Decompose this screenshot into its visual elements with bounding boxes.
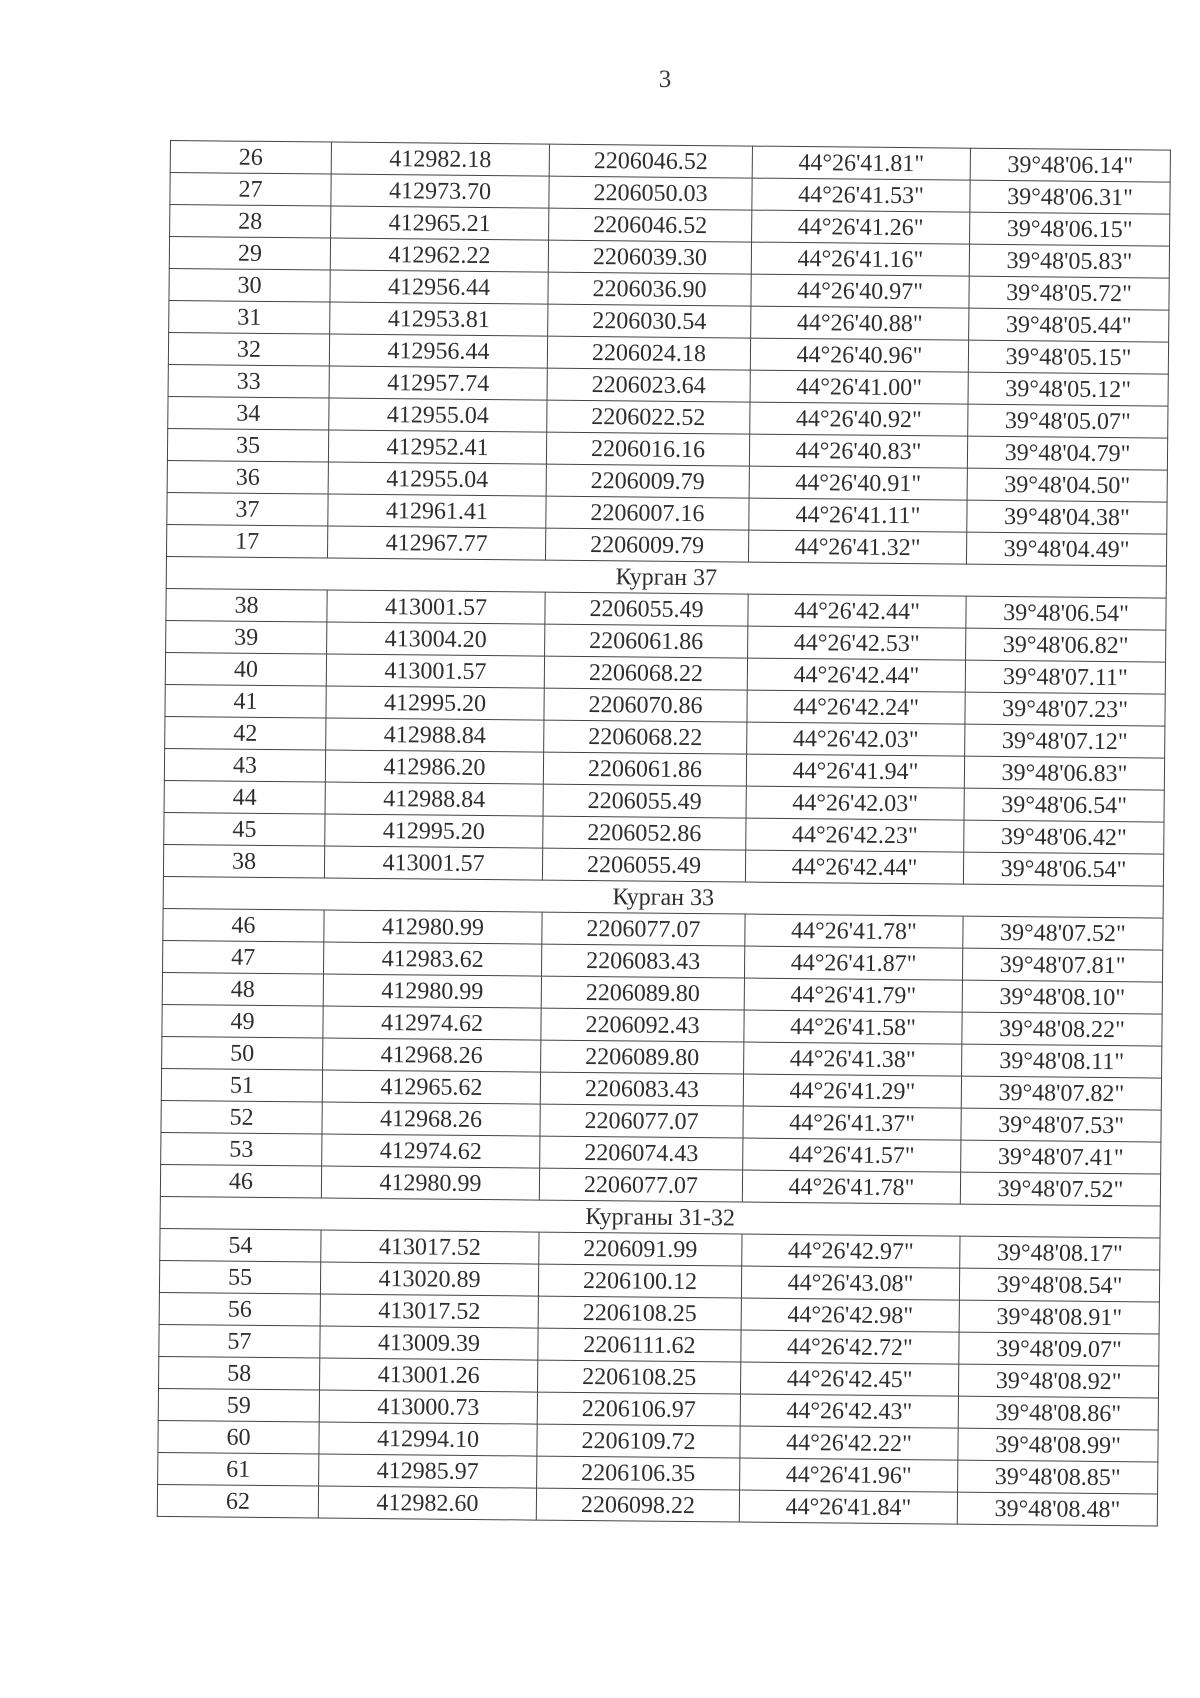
y-coordinate-cell: 2206061.86: [543, 752, 746, 786]
y-coordinate-cell: 2206108.25: [537, 1360, 740, 1394]
longitude-cell: 39°48'07.41": [961, 1140, 1161, 1174]
longitude-cell: 39°48'05.07": [968, 404, 1168, 438]
y-coordinate-cell: 2206036.90: [548, 272, 751, 306]
point-number-cell: 27: [170, 173, 331, 207]
latitude-cell: 44°26'41.53": [752, 178, 970, 212]
longitude-cell: 39°48'04.49": [966, 532, 1166, 566]
section-title: Курганы 31-32: [160, 1196, 1160, 1238]
longitude-cell: 39°48'08.85": [958, 1460, 1158, 1494]
coordinate-table: [157, 140, 1171, 1527]
longitude-cell: 39°48'08.92": [958, 1364, 1158, 1398]
x-coordinate-cell: 412995.20: [326, 686, 544, 720]
y-coordinate-cell: 2206009.79: [546, 464, 749, 498]
y-coordinate-cell: 2206109.72: [537, 1424, 740, 1458]
x-coordinate-cell: 412974.62: [322, 1134, 540, 1168]
longitude-cell: 39°48'06.31": [970, 180, 1170, 214]
latitude-cell: 44°26'42.44": [748, 594, 966, 628]
y-coordinate-cell: 2206092.43: [541, 1008, 744, 1042]
y-coordinate-cell: 2206068.22: [544, 720, 747, 754]
longitude-cell: 39°48'05.12": [968, 372, 1168, 406]
point-number-cell: 43: [164, 748, 325, 782]
latitude-cell: 44°26'41.87": [744, 946, 962, 980]
y-coordinate-cell: 2206083.43: [540, 1072, 743, 1106]
section-title: Курган 37: [166, 556, 1166, 598]
point-number-cell: 26: [170, 141, 331, 175]
longitude-cell: 39°48'07.81": [962, 948, 1162, 982]
latitude-cell: 44°26'41.81": [752, 146, 970, 180]
latitude-cell: 44°26'41.78": [742, 1170, 960, 1204]
x-coordinate-cell: 412980.99: [321, 1166, 539, 1200]
y-coordinate-cell: 2206108.25: [538, 1296, 741, 1330]
y-coordinate-cell: 2206023.64: [547, 368, 750, 402]
x-coordinate-cell: 412973.70: [331, 174, 549, 208]
x-coordinate-cell: 412961.41: [328, 494, 546, 528]
longitude-cell: 39°48'08.54": [959, 1268, 1159, 1302]
latitude-cell: 44°26'42.03": [746, 786, 964, 820]
x-coordinate-cell: 412974.62: [323, 1006, 541, 1040]
x-coordinate-cell: 412953.81: [330, 302, 548, 336]
latitude-cell: 44°26'42.23": [746, 818, 964, 852]
latitude-cell: 44°26'42.24": [747, 690, 965, 724]
latitude-cell: 44°26'41.78": [745, 914, 963, 948]
point-number-cell: 42: [165, 716, 326, 750]
latitude-cell: 44°26'42.43": [740, 1394, 958, 1428]
longitude-cell: 39°48'07.52": [963, 916, 1163, 950]
y-coordinate-cell: 2206077.07: [540, 1104, 743, 1138]
longitude-cell: 39°48'05.72": [969, 276, 1169, 310]
latitude-cell: 44°26'41.00": [750, 370, 968, 404]
x-coordinate-cell: 413017.52: [321, 1230, 539, 1264]
y-coordinate-cell: 2206083.43: [541, 944, 744, 978]
x-coordinate-cell: 412995.20: [325, 814, 543, 848]
longitude-cell: 39°48'06.15": [970, 212, 1170, 246]
x-coordinate-cell: 412965.62: [322, 1070, 540, 1104]
latitude-cell: 44°26'43.08": [741, 1266, 959, 1300]
longitude-cell: 39°48'06.83": [964, 756, 1164, 790]
x-coordinate-cell: 412956.44: [329, 334, 547, 368]
x-coordinate-cell: 413009.39: [320, 1326, 538, 1360]
y-coordinate-cell: 2206039.30: [548, 240, 751, 274]
x-coordinate-cell: 412983.62: [324, 942, 542, 976]
latitude-cell: 44°26'41.96": [740, 1458, 958, 1492]
y-coordinate-cell: 2206009.79: [545, 528, 748, 562]
x-coordinate-cell: 412994.10: [319, 1422, 537, 1456]
y-coordinate-cell: 2206106.97: [537, 1392, 740, 1426]
longitude-cell: 39°48'05.15": [968, 340, 1168, 374]
y-coordinate-cell: 2206111.62: [538, 1328, 741, 1362]
longitude-cell: 39°48'08.22": [962, 1012, 1162, 1046]
point-number-cell: 31: [169, 300, 330, 334]
latitude-cell: 44°26'42.98": [741, 1298, 959, 1332]
longitude-cell: 39°48'08.10": [962, 980, 1162, 1014]
x-coordinate-cell: 413001.57: [324, 846, 542, 880]
point-number-cell: 61: [158, 1452, 319, 1486]
latitude-cell: 44°26'41.37": [743, 1106, 961, 1140]
point-number-cell: 60: [158, 1420, 319, 1454]
y-coordinate-cell: 2206055.49: [543, 784, 746, 818]
latitude-cell: 44°26'42.53": [748, 626, 966, 660]
point-number-cell: 29: [169, 237, 330, 271]
x-coordinate-cell: 412952.41: [328, 430, 546, 464]
point-number-cell: 41: [165, 684, 326, 718]
longitude-cell: 39°48'08.48": [957, 1492, 1157, 1526]
latitude-cell: 44°26'41.16": [751, 242, 969, 276]
y-coordinate-cell: 2206089.80: [541, 1040, 744, 1074]
y-coordinate-cell: 2206030.54: [548, 304, 751, 338]
x-coordinate-cell: 413001.57: [327, 590, 545, 624]
point-number-cell: 33: [168, 364, 329, 398]
y-coordinate-cell: 2206077.07: [539, 1168, 742, 1202]
point-number-cell: 40: [165, 652, 326, 686]
x-coordinate-cell: 412982.60: [318, 1486, 536, 1520]
latitude-cell: 44°26'42.97": [742, 1234, 960, 1268]
y-coordinate-cell: 2206074.43: [540, 1136, 743, 1170]
y-coordinate-cell: 2206046.52: [549, 208, 752, 242]
point-number-cell: 36: [167, 460, 328, 494]
y-coordinate-cell: 2206016.16: [546, 432, 749, 466]
latitude-cell: 44°26'40.83": [749, 434, 967, 468]
x-coordinate-cell: 413001.26: [320, 1358, 538, 1392]
longitude-cell: 39°48'07.23": [965, 692, 1165, 726]
point-number-cell: 52: [161, 1100, 322, 1134]
point-number-cell: 50: [162, 1036, 323, 1070]
x-coordinate-cell: 413020.89: [320, 1262, 538, 1296]
latitude-cell: 44°26'40.97": [751, 274, 969, 308]
y-coordinate-cell: 2206007.16: [546, 496, 749, 530]
longitude-cell: 39°48'07.12": [965, 724, 1165, 758]
y-coordinate-cell: 2206106.35: [537, 1456, 740, 1490]
longitude-cell: 39°48'08.17": [960, 1236, 1160, 1270]
point-number-cell: 47: [163, 940, 324, 974]
page-number: 3: [658, 66, 672, 93]
point-number-cell: 28: [170, 205, 331, 239]
coordinate-table-body: [157, 141, 1170, 1527]
y-coordinate-cell: 2206098.22: [536, 1488, 739, 1522]
x-coordinate-cell: 412967.77: [327, 526, 545, 560]
longitude-cell: 39°48'08.11": [962, 1044, 1162, 1078]
longitude-cell: 39°48'07.11": [965, 660, 1165, 694]
point-number-cell: 56: [159, 1292, 320, 1326]
longitude-cell: 39°48'06.54": [964, 788, 1164, 822]
y-coordinate-cell: 2206068.22: [544, 656, 747, 690]
longitude-cell: 39°48'05.44": [969, 308, 1169, 342]
latitude-cell: 44°26'42.03": [747, 722, 965, 756]
coordinate-table-container: [157, 140, 1170, 1527]
point-number-cell: 46: [160, 1164, 321, 1198]
x-coordinate-cell: 412957.74: [329, 366, 547, 400]
y-coordinate-cell: 2206055.49: [542, 848, 745, 882]
section-title: Курган 33: [163, 876, 1163, 918]
longitude-cell: 39°48'08.86": [958, 1396, 1158, 1430]
point-number-cell: 48: [162, 972, 323, 1006]
longitude-cell: 39°48'05.83": [969, 244, 1169, 278]
point-number-cell: 57: [159, 1324, 320, 1358]
longitude-cell: 39°48'04.79": [967, 436, 1167, 470]
longitude-cell: 39°48'08.99": [958, 1428, 1158, 1462]
x-coordinate-cell: 412988.84: [325, 782, 543, 816]
longitude-cell: 39°48'04.50": [967, 468, 1167, 502]
point-number-cell: 38: [166, 588, 327, 622]
point-number-cell: 46: [163, 908, 324, 942]
y-coordinate-cell: 2206024.18: [547, 336, 750, 370]
point-number-cell: 59: [158, 1388, 319, 1422]
x-coordinate-cell: 412956.44: [330, 270, 548, 304]
point-number-cell: 45: [164, 812, 325, 846]
y-coordinate-cell: 2206022.52: [547, 400, 750, 434]
point-number-cell: 17: [167, 524, 328, 558]
x-coordinate-cell: 412982.18: [331, 142, 549, 176]
latitude-cell: 44°26'41.58": [744, 1010, 962, 1044]
point-number-cell: 38: [163, 844, 324, 878]
x-coordinate-cell: 412965.21: [331, 206, 549, 240]
latitude-cell: 44°26'41.38": [744, 1042, 962, 1076]
x-coordinate-cell: 413001.57: [326, 654, 544, 688]
latitude-cell: 44°26'42.45": [740, 1362, 958, 1396]
latitude-cell: 44°26'40.91": [749, 466, 967, 500]
point-number-cell: 49: [162, 1004, 323, 1038]
point-number-cell: 30: [169, 268, 330, 302]
latitude-cell: 44°26'42.44": [747, 658, 965, 692]
x-coordinate-cell: 413004.20: [327, 622, 545, 656]
point-number-cell: 35: [167, 428, 328, 462]
y-coordinate-cell: 2206100.12: [538, 1264, 741, 1298]
x-coordinate-cell: 413000.73: [319, 1390, 537, 1424]
latitude-cell: 44°26'41.84": [739, 1490, 957, 1524]
point-number-cell: 62: [157, 1484, 318, 1518]
point-number-cell: 37: [167, 492, 328, 526]
longitude-cell: 39°48'06.82": [966, 628, 1166, 662]
latitude-cell: 44°26'41.94": [746, 754, 964, 788]
latitude-cell: 44°26'41.29": [743, 1074, 961, 1108]
x-coordinate-cell: 412962.22: [330, 238, 548, 272]
x-coordinate-cell: 412955.04: [329, 398, 547, 432]
longitude-cell: 39°48'07.53": [961, 1108, 1161, 1142]
latitude-cell: 44°26'41.32": [748, 530, 966, 564]
y-coordinate-cell: 2206091.99: [539, 1232, 742, 1266]
latitude-cell: 44°26'40.96": [750, 338, 968, 372]
longitude-cell: 39°48'06.14": [970, 148, 1170, 182]
longitude-cell: 39°48'07.52": [960, 1172, 1160, 1206]
longitude-cell: 39°48'08.91": [959, 1300, 1159, 1334]
x-coordinate-cell: 412955.04: [328, 462, 546, 496]
y-coordinate-cell: 2206052.86: [543, 816, 746, 850]
point-number-cell: 51: [161, 1068, 322, 1102]
x-coordinate-cell: 412980.99: [323, 974, 541, 1008]
x-coordinate-cell: 412968.26: [322, 1102, 540, 1136]
point-number-cell: 34: [168, 396, 329, 430]
x-coordinate-cell: 412968.26: [323, 1038, 541, 1072]
x-coordinate-cell: 412988.84: [326, 718, 544, 752]
longitude-cell: 39°48'06.54": [963, 852, 1163, 886]
latitude-cell: 44°26'42.72": [741, 1330, 959, 1364]
x-coordinate-cell: 413017.52: [320, 1294, 538, 1328]
x-coordinate-cell: 412985.97: [319, 1454, 537, 1488]
y-coordinate-cell: 2206089.80: [541, 976, 744, 1010]
point-number-cell: 55: [159, 1260, 320, 1294]
x-coordinate-cell: 412980.99: [324, 910, 542, 944]
latitude-cell: 44°26'40.92": [750, 402, 968, 436]
y-coordinate-cell: 2206055.49: [545, 592, 748, 626]
y-coordinate-cell: 2206046.52: [549, 144, 752, 178]
point-number-cell: 58: [159, 1356, 320, 1390]
latitude-cell: 44°26'40.88": [751, 306, 969, 340]
point-number-cell: 32: [168, 332, 329, 366]
latitude-cell: 44°26'42.44": [745, 850, 963, 884]
latitude-cell: 44°26'41.26": [752, 210, 970, 244]
latitude-cell: 44°26'42.22": [740, 1426, 958, 1460]
longitude-cell: 39°48'09.07": [959, 1332, 1159, 1366]
latitude-cell: 44°26'41.57": [743, 1138, 961, 1172]
point-number-cell: 54: [160, 1228, 321, 1262]
point-number-cell: 39: [166, 620, 327, 654]
latitude-cell: 44°26'41.11": [749, 498, 967, 532]
longitude-cell: 39°48'04.38": [967, 500, 1167, 534]
longitude-cell: 39°48'06.54": [966, 596, 1166, 630]
point-number-cell: 44: [164, 780, 325, 814]
y-coordinate-cell: 2206070.86: [544, 688, 747, 722]
y-coordinate-cell: 2206050.03: [549, 176, 752, 210]
x-coordinate-cell: 412986.20: [325, 750, 543, 784]
y-coordinate-cell: 2206061.86: [545, 624, 748, 658]
latitude-cell: 44°26'41.79": [744, 978, 962, 1012]
longitude-cell: 39°48'06.42": [964, 820, 1164, 854]
longitude-cell: 39°48'07.82": [961, 1076, 1161, 1110]
point-number-cell: 53: [161, 1132, 322, 1166]
y-coordinate-cell: 2206077.07: [542, 912, 745, 946]
